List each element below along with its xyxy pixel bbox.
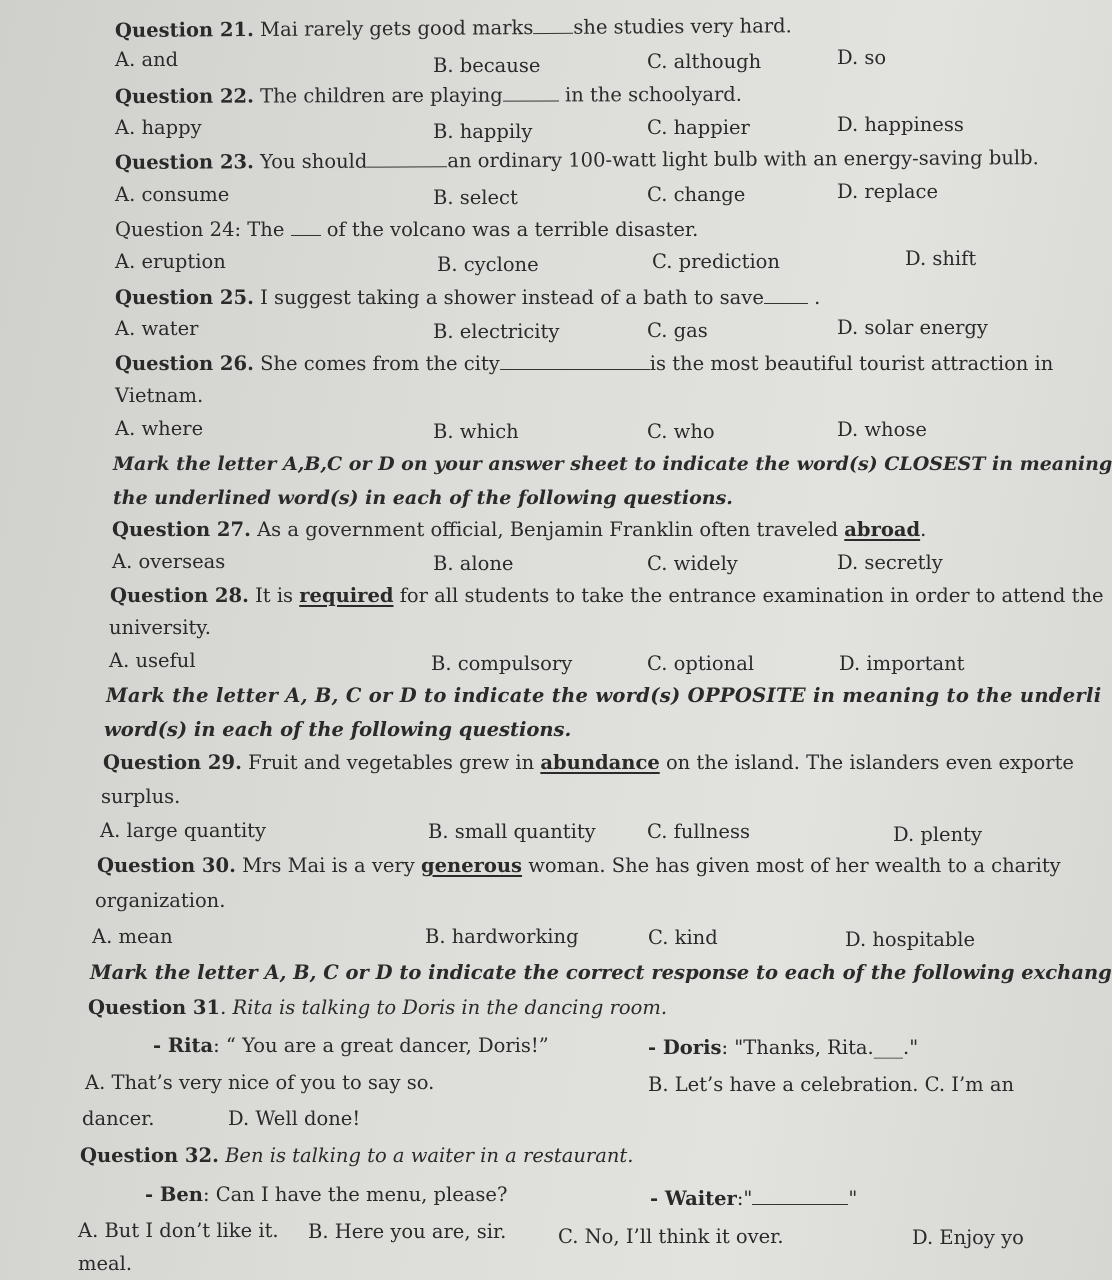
question-label: Question 29. bbox=[103, 751, 242, 774]
speaker-text: : "Thanks, Rita.___." bbox=[721, 1036, 919, 1059]
option-b-c: B. Let’s have a celebration. C. I’m an bbox=[648, 1073, 1015, 1096]
question-30-continued: organization. bbox=[95, 889, 226, 912]
option-a: A. where bbox=[115, 417, 204, 440]
option-d: D. shift bbox=[905, 247, 977, 270]
option-d: D. important bbox=[839, 652, 965, 675]
speaker-doris-line bbox=[648, 1036, 918, 1060]
question-label: Question 30. bbox=[97, 854, 236, 877]
instruction-exchange: Mark the letter A, B, C or D to indicate the correct response to each of the following exchang bbox=[90, 961, 1112, 984]
speaker-rita-line bbox=[153, 1034, 549, 1058]
question-31 bbox=[88, 996, 667, 1020]
option-a: A. mean bbox=[92, 925, 173, 948]
option-d: D. happiness bbox=[837, 113, 964, 136]
question-27 bbox=[112, 518, 926, 542]
question-23 bbox=[115, 145, 1039, 175]
underlined-word: abundance bbox=[540, 751, 660, 774]
option-a: A. consume bbox=[115, 183, 230, 206]
underlined-word: generous bbox=[420, 854, 523, 877]
option-a: A. water bbox=[115, 317, 199, 340]
question-text: The children are playing bbox=[260, 83, 503, 108]
question-32 bbox=[80, 1144, 633, 1168]
question-text: She comes from the city bbox=[260, 352, 500, 375]
instruction-closest-cont: the underlined word(s) in each of the following questions. bbox=[113, 487, 733, 509]
answer-blank bbox=[503, 82, 559, 101]
option-d: D. so bbox=[837, 46, 887, 69]
option-a: A. happy bbox=[115, 116, 202, 139]
option-c: C. No, I’ll think it over. bbox=[558, 1225, 784, 1248]
question-label: Question 31 bbox=[88, 996, 221, 1019]
answer-blank bbox=[367, 148, 447, 167]
option-c: C. kind bbox=[648, 926, 718, 949]
question-25 bbox=[115, 285, 820, 310]
answer-blank bbox=[764, 285, 808, 304]
option-c: C. prediction bbox=[652, 250, 780, 273]
question-prompt: Ben is talking to a waiter in a restaurant. bbox=[225, 1144, 634, 1167]
question-29 bbox=[103, 751, 1074, 775]
speaker-name: - Ben bbox=[145, 1183, 203, 1206]
speaker-name: - Waiter bbox=[650, 1187, 737, 1210]
option-a: A. eruption bbox=[115, 250, 226, 273]
question-text-end: . bbox=[920, 518, 927, 541]
speaker-text: : Can I have the menu, please? bbox=[202, 1183, 508, 1206]
question-30 bbox=[97, 854, 1061, 878]
option-a: A. large quantity bbox=[100, 819, 267, 842]
option-c: C. fullness bbox=[647, 820, 750, 843]
question-text: You should bbox=[260, 149, 368, 174]
speaker-waiter-line bbox=[650, 1186, 857, 1211]
question-text-end: of the volcano was a terrible disaster. bbox=[326, 218, 699, 241]
answer-blank bbox=[500, 351, 650, 370]
option-c: C. gas bbox=[647, 319, 708, 342]
option-c: C. happier bbox=[647, 116, 750, 139]
question-26 bbox=[115, 351, 1053, 376]
instruction-opposite: Mark the letter A, B, C or D to indicate the word(s) OPPOSITE in meaning to the underli bbox=[106, 684, 1102, 707]
question-text: The bbox=[247, 218, 285, 241]
question-prompt: . Rita is talking to Doris in the dancing room. bbox=[220, 996, 668, 1019]
underlined-word: required bbox=[299, 584, 394, 607]
question-label: Question 23. bbox=[114, 150, 254, 174]
option-b: B. electricity bbox=[433, 320, 560, 343]
option-b: B. cyclone bbox=[437, 253, 539, 276]
option-a: A. That’s very nice of you to say so. bbox=[85, 1071, 435, 1094]
question-text: Fruit and vegetables grew in bbox=[248, 751, 535, 774]
option-c: C. although bbox=[647, 50, 762, 73]
option-b: B. hardworking bbox=[425, 925, 579, 948]
question-22 bbox=[115, 82, 742, 109]
question-text-end: for all students to take the entrance examination in order to attend the bbox=[399, 584, 1104, 607]
speaker-text-end: " bbox=[848, 1187, 858, 1210]
question-text: Mrs Mai is a very bbox=[242, 854, 415, 877]
option-a: A. and bbox=[115, 48, 179, 71]
question-text: Mai rarely gets good marks bbox=[259, 16, 534, 41]
option-d: D. plenty bbox=[893, 823, 983, 846]
question-label: Question 32. bbox=[80, 1144, 219, 1167]
option-c: C. change bbox=[647, 183, 746, 206]
question-label: Question 21. bbox=[114, 18, 254, 42]
question-text: It is bbox=[255, 584, 294, 607]
option-d: D. secretly bbox=[837, 551, 943, 574]
option-b: B. which bbox=[433, 420, 519, 443]
option-d: D. whose bbox=[837, 418, 927, 441]
question-label: Question 27. bbox=[112, 518, 251, 541]
option-b: B. small quantity bbox=[428, 820, 596, 843]
option-d: D. hospitable bbox=[845, 928, 976, 951]
answer-blank bbox=[752, 1186, 848, 1205]
option-c: C. who bbox=[647, 420, 715, 443]
question-29-continued: surplus. bbox=[101, 785, 181, 808]
option-a: A. overseas bbox=[112, 550, 226, 573]
question-text: As a government official, Benjamin Franklin often traveled bbox=[257, 518, 839, 541]
option-a: A. But I don’t like it. bbox=[78, 1219, 279, 1242]
question-label: Question 22. bbox=[114, 84, 254, 108]
speaker-ben-line bbox=[145, 1183, 507, 1207]
question-text-end: . bbox=[814, 286, 821, 309]
option-b: B. Here you are, sir. bbox=[308, 1220, 507, 1243]
option-b: B. because bbox=[433, 54, 541, 77]
option-d: D. Well done! bbox=[228, 1107, 361, 1130]
question-28-continued: university. bbox=[109, 616, 211, 639]
question-text-end: is the most beautiful tourist attraction in bbox=[649, 352, 1054, 375]
option-c-continued: dancer. bbox=[82, 1107, 155, 1130]
answer-blank bbox=[533, 15, 573, 34]
instruction-opposite-cont: word(s) in each of the following questions. bbox=[104, 718, 572, 741]
option-d: D. solar energy bbox=[837, 316, 988, 339]
question-26-continued: Vietnam. bbox=[115, 384, 204, 407]
question-label: Question 24: bbox=[115, 218, 242, 241]
option-a: A. useful bbox=[109, 649, 196, 672]
answer-blank bbox=[291, 217, 321, 236]
question-text-end: an ordinary 100-watt light bulb with an energy-saving bulb. bbox=[447, 146, 1039, 173]
question-24 bbox=[115, 217, 698, 242]
speaker-text: : “ You are a great dancer, Doris!” bbox=[213, 1034, 549, 1057]
instruction-closest: Mark the letter A,B,C or D on your answer sheet to indicate the word(s) CLOSEST in meaning bbox=[113, 453, 1112, 475]
option-d: D. replace bbox=[837, 180, 939, 203]
option-b: B. alone bbox=[433, 552, 514, 575]
question-text-end: she studies very hard. bbox=[573, 14, 792, 39]
option-b: B. select bbox=[433, 186, 518, 209]
question-text: I suggest taking a shower instead of a bath to save bbox=[260, 286, 764, 309]
speaker-name: - Doris bbox=[648, 1036, 722, 1059]
question-label: Question 25. bbox=[115, 286, 254, 309]
question-28 bbox=[110, 584, 1104, 608]
option-d: D. Enjoy yo bbox=[912, 1226, 1024, 1249]
question-text-end: in the schoolyard. bbox=[564, 82, 742, 107]
option-b: B. compulsory bbox=[431, 652, 573, 675]
question-text-end: woman. She has given most of her wealth to a charity bbox=[528, 854, 1061, 877]
speaker-name: - Rita bbox=[153, 1034, 214, 1057]
speaker-text: :" bbox=[736, 1187, 753, 1210]
option-d-continued: meal. bbox=[78, 1252, 133, 1275]
question-21 bbox=[115, 13, 792, 43]
question-label: Question 26. bbox=[115, 352, 254, 375]
question-text-end: on the island. The islanders even exporte bbox=[665, 751, 1074, 774]
question-label: Question 28. bbox=[110, 584, 249, 607]
option-b: B. happily bbox=[433, 120, 533, 143]
option-c: C. widely bbox=[647, 552, 738, 575]
option-c: C. optional bbox=[647, 652, 755, 675]
underlined-word: abroad bbox=[844, 518, 921, 541]
